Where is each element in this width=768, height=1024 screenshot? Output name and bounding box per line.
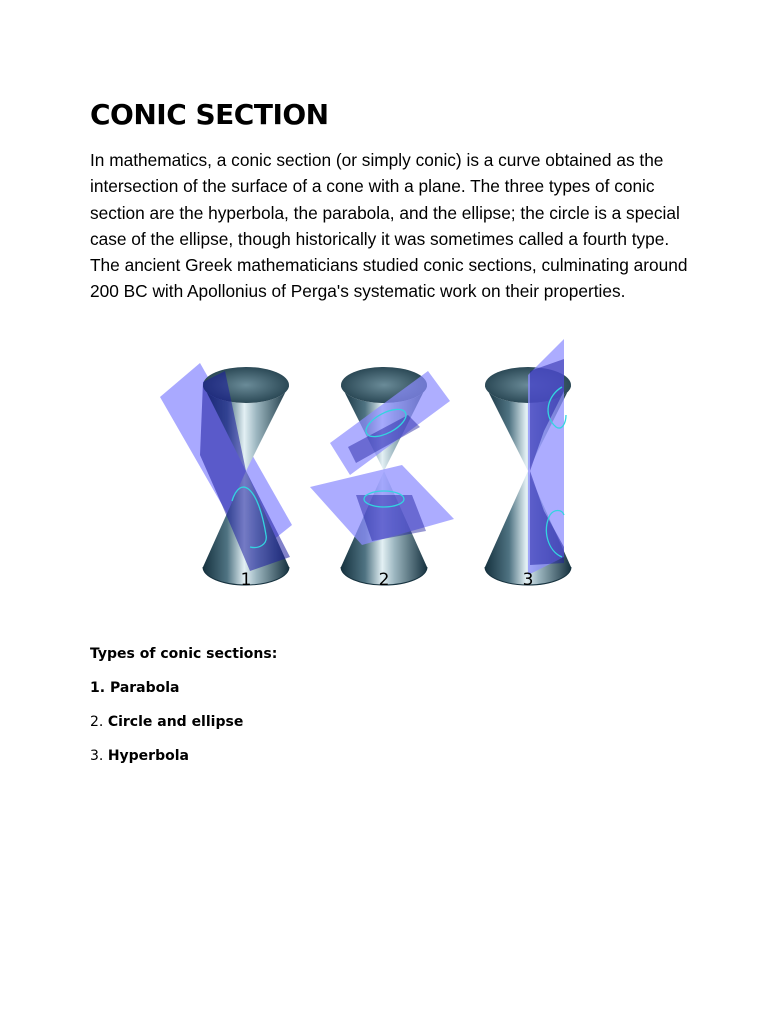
type-label: Hyperbola bbox=[107, 748, 189, 764]
type-item-hyperbola bbox=[90, 746, 189, 766]
types-heading: Types of conic sections: bbox=[90, 646, 278, 662]
type-number: 2. bbox=[90, 714, 108, 730]
type-number: 1. bbox=[90, 680, 110, 696]
type-label: Parabola bbox=[109, 680, 180, 696]
figure-label-3: 3 bbox=[522, 570, 534, 590]
type-item-circle-ellipse bbox=[90, 712, 243, 732]
conic-sections-figure bbox=[150, 335, 590, 595]
figure-label-1: 1 bbox=[240, 570, 252, 590]
page-title: CONIC SECTION bbox=[90, 98, 329, 131]
type-item-parabola bbox=[90, 678, 180, 698]
cone-circle-ellipse bbox=[310, 367, 454, 585]
figure-label-2: 2 bbox=[378, 570, 390, 590]
intro-paragraph: In mathematics, a conic section (or simply conic) is a curve obtained as the intersection of the surface of a cone with a plane. The three types of conic section are the hyperbola, the parabola, and the ellipse; the circle is a special case of the ellipse, though historically it was sometimes called a fourth type. The ancient Greek mathematicians studied conic sections, culminating around 200 BC with Apollonius of Perga's systematic work on their properties. bbox=[90, 150, 688, 302]
type-number: 3. bbox=[90, 748, 108, 764]
conic-sections-illustration bbox=[150, 335, 590, 595]
cone-parabola bbox=[160, 363, 292, 585]
cone-hyperbola bbox=[485, 339, 571, 585]
type-label: Circle and ellipse bbox=[107, 714, 244, 730]
